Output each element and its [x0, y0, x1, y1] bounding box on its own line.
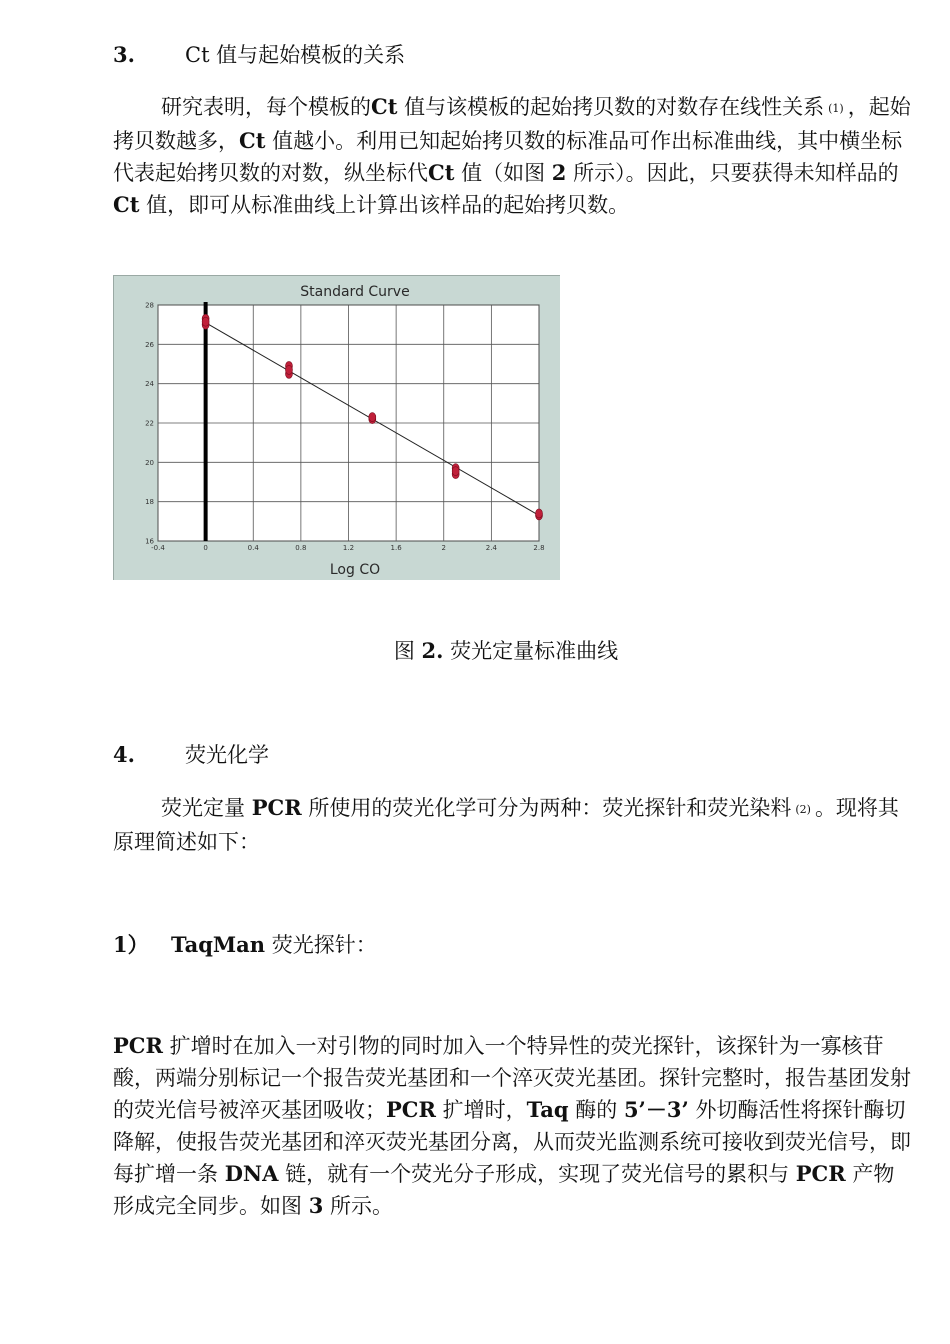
paragraph-ct-relation: 研究表明，每个模板的Ct 值与该模板的起始拷贝数的对数存在线性关系 $^{(1)}$ ，起始拷贝数越多，Ct 值越小。利用已知起始拷贝数的标准品可作出标准曲线，其中横坐标代表起始拷贝数的对数，纵坐标代Ct 值（如图 2 所示）。因此，只要获得未知样品的 Ct 值，即可从标准曲线上计算出该样品的起始拷贝数。 [113, 94, 911, 217]
y-tick-label: 16 [145, 537, 154, 546]
section-number: 4. [113, 742, 135, 767]
section-title: 荧光化学 [185, 743, 269, 767]
section-4-heading [113, 740, 269, 770]
y-tick-label: 18 [145, 498, 154, 507]
y-tick-label: 26 [145, 340, 154, 349]
data-point [285, 365, 292, 374]
standard-curve-figure [113, 275, 560, 580]
x-tick-label: 2.4 [485, 544, 497, 552]
subsection-taqman-heading [113, 930, 377, 960]
y-tick-label: 24 [145, 380, 154, 389]
citation-ref: (2) [795, 803, 811, 816]
citation-ref: (1) [828, 102, 844, 115]
x-tick-label: -0.4 [151, 544, 165, 552]
x-tick-label: 2.8 [533, 544, 545, 552]
y-tick-label: 20 [145, 458, 154, 467]
x-tick-label: 2 [441, 544, 446, 552]
section-number: 3. [113, 42, 135, 67]
subsection-title: 荧光探针： [265, 933, 377, 957]
standard-curve-chart [113, 275, 560, 580]
data-point [536, 509, 543, 518]
data-point [202, 317, 209, 326]
x-axis-label: Log CO [329, 562, 381, 578]
section-3-heading [113, 40, 405, 70]
section-title: Ct 值与起始模板的关系 [185, 43, 406, 67]
x-tick-label: 0.8 [295, 544, 307, 552]
x-tick-label: 1.2 [342, 544, 355, 552]
subsection-number: 1） [113, 932, 149, 957]
x-tick-label: 0.4 [247, 544, 259, 552]
x-tick-label: 1.6 [390, 544, 402, 552]
chart-title: Standard Curve [300, 284, 410, 300]
x-tick-label: 0 [203, 544, 208, 552]
paragraph-fluorescence-chemistry: 荧光定量 PCR 所使用的荧光化学可分为两种：荧光探针和荧光染料 $^{(2)}$ 。现将其原理简述如下： [113, 795, 899, 854]
subsection-bold-term: TaqMan [171, 932, 266, 957]
y-tick-label: 28 [145, 301, 154, 310]
y-tick-label: 22 [145, 419, 154, 428]
data-point [452, 467, 459, 476]
paragraph-taqman-probe: PCR 扩增时在加入一对引物的同时加入一个特异性的荧光探针，该探针为一寡核苷酸，两端分别标记一个报告荧光基团和一个淬灭荧光基团。探针完整时，报告基团发射的荧光信号被淬灭基团吸收；PCR 扩增时，Taq 酶的 5’－3’ 外切酶活性将探针酶切降解，使报告荧光基团和淬灭荧光基团分离，从而荧光监测系统可接收到荧光信号，即每扩增一条 DNA 链，就有一个荧光分子形成，实现了荧光信号的累积与 PCR 产物形成完全同步。如图 3 所示。 [113, 1033, 911, 1218]
data-point [369, 413, 376, 422]
figure-caption: 图 2. 荧光定量标准曲线 [393, 638, 619, 663]
